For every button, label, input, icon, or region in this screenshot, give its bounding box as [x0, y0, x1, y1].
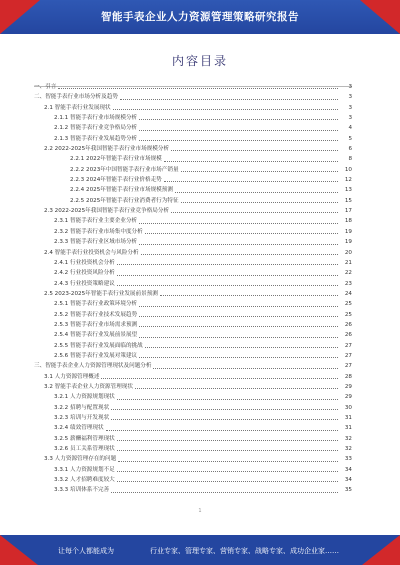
toc-leader-dots	[164, 181, 338, 182]
toc-entry[interactable]	[34, 434, 352, 444]
toc-leader-dots	[139, 357, 338, 358]
toc-entry[interactable]	[34, 403, 352, 413]
toc-leader-dots	[120, 99, 338, 100]
toc-entry[interactable]	[34, 423, 352, 433]
toc-entry[interactable]	[34, 237, 352, 247]
footer-slogan: 让每个人都能成为	[58, 547, 114, 555]
toc-entry[interactable]	[34, 485, 352, 495]
toc-entry-title: 3.1 人力资源管理概述	[44, 373, 100, 380]
toc-entry-title: 2.2.3 2024年智能手表行业价格走势	[70, 177, 162, 184]
toc-entry[interactable]	[34, 268, 352, 278]
toc-entry-page: 22	[344, 270, 352, 277]
toc-entry-title: 2.5.2 智能手表行业技术发展趋势	[54, 311, 138, 318]
toc-leader-dots	[117, 399, 338, 400]
toc-entry-page: 35	[344, 487, 352, 494]
toc-entry-page: 3	[348, 115, 352, 122]
toc-leader-dots	[117, 285, 338, 286]
toc-entry-title: 2.4 智能手表行业投资机会与风险分析	[44, 249, 139, 256]
report-title: 智能手表企业人力资源管理策略研究报告	[101, 11, 299, 23]
toc-entry-title: 2.4.3 行业投资策略建议	[54, 280, 115, 287]
toc-entry-page: 31	[344, 425, 352, 432]
toc-entry-page: 34	[344, 466, 352, 473]
toc-entry[interactable]	[34, 227, 352, 237]
page-header	[0, 0, 400, 34]
toc-heading: 内容目录	[171, 54, 228, 68]
toc-leader-dots	[171, 212, 338, 213]
toc-entry-title: 2.3.2 智能手表行业市场集中度分析	[54, 228, 143, 235]
toc-entry[interactable]	[34, 103, 352, 113]
toc-entry-page: 20	[344, 249, 352, 256]
toc-leader-dots	[181, 171, 338, 172]
toc-leader-dots	[111, 409, 338, 410]
toc-entry-title: 3.2.2 招聘与配置现状	[54, 404, 110, 411]
toc-leader-dots	[117, 440, 338, 441]
toc-entry-page: 17	[344, 208, 352, 215]
toc-entry-title: 2.3.1 智能手表行业主要企业分析	[54, 218, 138, 225]
toc-entry[interactable]	[34, 248, 352, 258]
toc-entry[interactable]	[34, 154, 352, 164]
toc-leader-dots	[139, 244, 338, 245]
toc-entry-page: 27	[344, 352, 352, 359]
toc-leader-dots	[117, 471, 338, 472]
toc-entry-page: 19	[344, 228, 352, 235]
toc-entry-title: 2.5.4 智能手表行业发展前景展望	[54, 332, 138, 339]
toc-leader-dots	[171, 150, 338, 151]
toc-entry-page: 6	[348, 146, 352, 153]
toc-leader-dots	[145, 347, 338, 348]
toc-entry[interactable]	[34, 351, 352, 361]
toc-entry-title: 2.5.3 智能手表行业市场需求预测	[54, 321, 138, 328]
toc-entry-title: 2.3 2022-2025年我国智能手表行业竞争格局分析	[44, 208, 170, 215]
toc-entry[interactable]	[34, 185, 352, 195]
toc-leader-dots	[139, 326, 338, 327]
toc-entry-title: 2.2.1 2022年智能手表行业市场规模	[70, 156, 162, 163]
toc-entry-title: 3.3.2 人才招聘难度较大	[54, 477, 115, 484]
toc-leader-dots	[58, 88, 338, 89]
toc-entry-title: 2.2.2 2023年中国智能手表行业市场产销量	[70, 166, 179, 173]
toc-entry-title: 3.3.3 培训体系不完善	[54, 487, 110, 494]
toc-entry-title: 2.4.2 行业投资风险分析	[54, 270, 115, 277]
toc-entry[interactable]	[34, 123, 352, 133]
toc-entry-page: 32	[344, 435, 352, 442]
toc-entry-page: 23	[344, 280, 352, 287]
toc-entry-title: 2.5 2023-2025年智能手表行业发展前景预测	[44, 290, 158, 297]
toc-entry[interactable]	[34, 465, 352, 475]
toc-leader-dots	[111, 419, 338, 420]
toc-leader-dots	[139, 140, 338, 141]
toc-entry-title: 2.2.4 2025年智能手表行业市场规模预测	[70, 187, 173, 194]
toc-leader-dots	[117, 275, 338, 276]
toc-leader-dots	[139, 306, 338, 307]
toc-entry[interactable]	[34, 310, 352, 320]
toc-leader-dots	[117, 264, 338, 265]
toc-entry-title: 2.5.5 智能手表行业发展面临的挑战	[54, 342, 143, 349]
toc-entry-page: 3	[348, 94, 352, 101]
toc-leader-dots	[145, 233, 338, 234]
toc-entry-title: 3.2.1 人力资源规划现状	[54, 394, 115, 401]
toc-entry[interactable]	[34, 330, 352, 340]
toc-entry-title: 2.2.5 2025年智能手表行业消费者行为特征	[70, 197, 179, 204]
toc-entry-title: 2.1.2 智能手表行业竞争格局分析	[54, 125, 138, 132]
toc-entry-page: 19	[344, 239, 352, 246]
toc-entry[interactable]	[34, 454, 352, 464]
toc-entry[interactable]	[34, 175, 352, 185]
toc-entry[interactable]	[34, 320, 352, 330]
toc-leader-dots	[139, 337, 338, 338]
table-of-contents	[34, 82, 352, 496]
toc-entry-page: 10	[344, 166, 352, 173]
toc-leader-dots	[117, 450, 338, 451]
toc-leader-dots	[160, 295, 338, 296]
toc-entry-title: 三、智能手表企业人力资源管理现状及问题分析	[34, 363, 152, 370]
toc-entry[interactable]	[34, 82, 352, 92]
toc-leader-dots	[139, 223, 338, 224]
toc-entry[interactable]	[34, 392, 352, 402]
toc-entry[interactable]	[34, 279, 352, 289]
toc-entry-title: 3.3.1 人力资源规划不足	[54, 466, 115, 473]
toc-entry-page: 13	[344, 187, 352, 194]
toc-entry-title: 3.2.6 员工关系管理现状	[54, 446, 115, 453]
toc-leader-dots	[141, 254, 338, 255]
toc-entry-title: 二、智能手表行业市场分析及趋势	[34, 94, 118, 101]
toc-entry-title: 2.3.3 智能手表行业区域市场分析	[54, 239, 138, 246]
toc-leader-dots	[139, 130, 338, 131]
toc-entry-page: 12	[344, 177, 352, 184]
toc-entry-page: 21	[344, 259, 352, 266]
toc-entry-title: 2.4.1 行业投资机会分析	[54, 259, 115, 266]
toc-entry[interactable]	[34, 113, 352, 123]
toc-entry-page: 26	[344, 321, 352, 328]
toc-entry-page: 28	[344, 373, 352, 380]
toc-entry-page: 8	[348, 156, 352, 163]
toc-entry-title: 3.2.4 绩效管理现状	[54, 425, 104, 432]
toc-leader-dots	[101, 378, 338, 379]
toc-entry[interactable]	[34, 92, 352, 102]
page-number: 1	[198, 508, 202, 514]
toc-entry-title: 2.2 2022-2025年我国智能手表行业市场规模分析	[44, 146, 170, 153]
toc-entry-title: 2.1.1 智能手表行业市场规模分析	[54, 115, 138, 122]
toc-entry[interactable]	[34, 372, 352, 382]
toc-leader-dots	[106, 430, 338, 431]
toc-entry-page: 25	[344, 311, 352, 318]
toc-entry-page: 24	[344, 290, 352, 297]
toc-entry-title: 3.2.5 薪酬福利管理现状	[54, 435, 115, 442]
toc-entry-title: 一、引言	[34, 84, 57, 90]
toc-entry[interactable]	[34, 413, 352, 423]
toc-entry-page: 29	[344, 394, 352, 401]
toc-entry-page: 32	[344, 446, 352, 453]
toc-leader-dots	[175, 192, 338, 193]
toc-entry[interactable]	[34, 165, 352, 175]
toc-entry-page: 15	[344, 197, 352, 204]
toc-entry-title: 2.5.1 智能手表行业政策环境分析	[54, 301, 138, 308]
toc-entry-page: 33	[344, 456, 352, 463]
footer-red-corner-right	[362, 535, 400, 565]
toc-entry-title: 2.1.3 智能手表行业发展趋势分析	[54, 135, 138, 142]
footer-red-corner-left	[0, 535, 38, 565]
toc-entry-title: 3.2.3 培训与开发现状	[54, 415, 110, 421]
toc-entry-title: 2.1 智能手表行业发展现状	[44, 104, 111, 111]
toc-leader-dots	[153, 368, 338, 369]
toc-entry-page: 34	[344, 477, 352, 484]
toc-entry-title: 3.2 智能手表企业人力资源管理现状	[44, 383, 133, 390]
toc-leader-dots	[135, 388, 338, 389]
toc-entry-page: 3	[348, 104, 352, 111]
toc-entry[interactable]	[34, 216, 352, 226]
toc-entry[interactable]	[34, 258, 352, 268]
toc-leader-dots	[139, 316, 338, 317]
toc-entry[interactable]	[34, 475, 352, 485]
toc-entry-title: 2.5.6 智能手表行业发展对策建议	[54, 352, 138, 359]
toc-entry-page: 29	[344, 383, 352, 390]
footer-tagline: 行业专家、管理专家、营销专家、战略专家、成功企业家……	[150, 547, 339, 555]
toc-leader-dots	[118, 461, 338, 462]
toc-entry[interactable]	[34, 361, 352, 371]
toc-entry[interactable]	[34, 144, 352, 154]
toc-leader-dots	[113, 109, 338, 110]
toc-entry[interactable]	[34, 299, 352, 309]
toc-entry[interactable]	[34, 289, 352, 299]
toc-entry-page: 18	[344, 218, 352, 225]
toc-entry-page: 3	[348, 84, 352, 90]
toc-entry[interactable]	[34, 196, 352, 206]
toc-entry[interactable]	[34, 134, 352, 144]
toc-entry-page: 25	[344, 301, 352, 308]
toc-leader-dots	[111, 492, 338, 493]
toc-entry[interactable]	[34, 206, 352, 216]
toc-leader-dots	[181, 202, 338, 203]
toc-entry-page: 30	[344, 404, 352, 411]
toc-leader-dots	[117, 481, 338, 482]
toc-entry-page: 5	[348, 135, 352, 142]
toc-entry-page: 4	[348, 125, 352, 132]
toc-entry-page: 27	[344, 342, 352, 349]
toc-entry[interactable]	[34, 382, 352, 392]
toc-entry-page: 26	[344, 332, 352, 339]
toc-leader-dots	[139, 119, 338, 120]
toc-entry[interactable]	[34, 444, 352, 454]
page-footer	[0, 535, 400, 565]
toc-entry-page: 31	[344, 415, 352, 421]
toc-leader-dots	[164, 161, 338, 162]
toc-entry-page: 27	[344, 363, 352, 370]
toc-entry[interactable]	[34, 341, 352, 351]
toc-entry-title: 3.3 人力资源管理存在的问题	[44, 456, 117, 463]
